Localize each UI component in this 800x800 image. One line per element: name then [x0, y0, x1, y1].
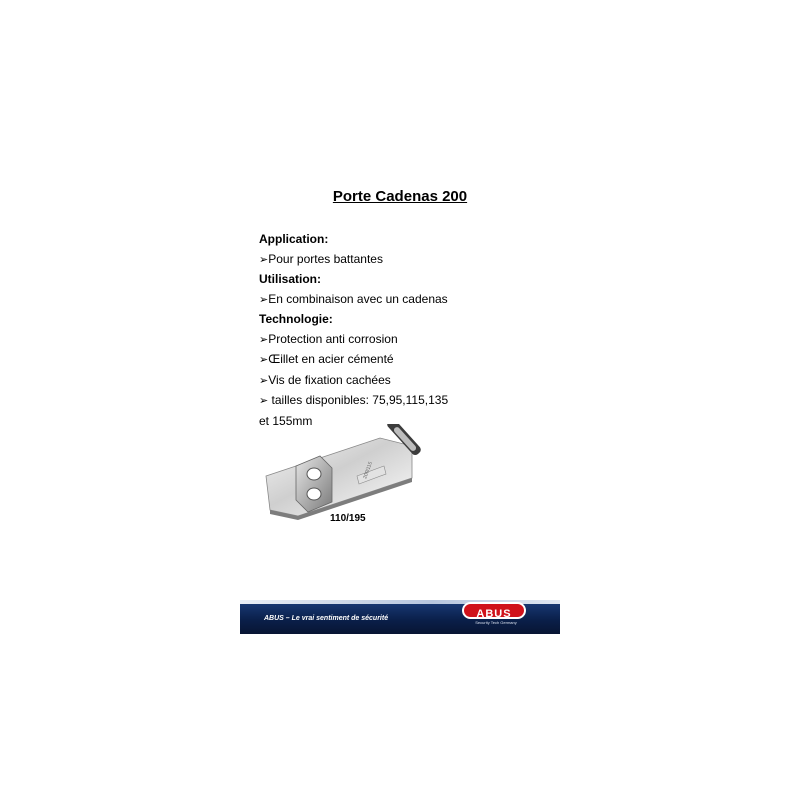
spec-list	[259, 230, 489, 431]
arrow-bullet-icon: ➢	[259, 293, 269, 306]
arrow-bullet-icon: ➢	[259, 333, 269, 346]
hasp-product-image	[262, 424, 442, 520]
section-heading-application: Application:	[259, 232, 329, 246]
product-caption: 110/195	[330, 513, 366, 524]
arrow-bullet-icon: ➢	[259, 354, 269, 366]
list-item: ➢ tailles disponibles: 75,95,115,135	[259, 393, 449, 407]
product-engraving: 200/115	[362, 460, 374, 480]
list-item: ➢Pour portes battantes	[259, 251, 383, 266]
page-title: Porte Cadenas 200	[332, 188, 468, 205]
arrow-bullet-icon: ➢	[259, 395, 269, 407]
arrow-bullet-icon: ➢	[259, 253, 269, 266]
banner-slogan: ABUS – Le vrai sentiment de sécurité	[264, 615, 389, 622]
abus-logo-subtitle: Security Tech Germany	[475, 620, 517, 625]
section-heading-technologie: Technologie:	[259, 312, 333, 326]
list-item: ➢En combinaison avec un cadenas	[259, 291, 448, 306]
list-item: ➢Protection anti corrosion	[259, 331, 398, 346]
section-heading-utilisation: Utilisation:	[259, 272, 321, 286]
list-item-continuation: et 155mm	[259, 413, 313, 428]
abus-logo-text: ABUS	[476, 608, 512, 620]
abus-logo	[462, 602, 526, 619]
arrow-bullet-icon: ➢	[259, 374, 269, 387]
list-item: ➢Vis de fixation cachées	[259, 372, 391, 387]
list-item: ➢Œillet en acier cémenté	[259, 352, 394, 366]
